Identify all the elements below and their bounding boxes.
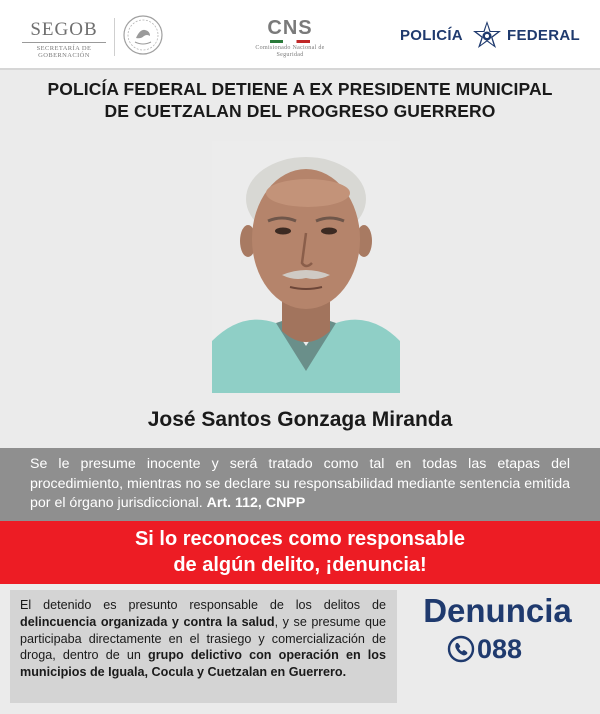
banner-line-2: de algún delito, ¡denuncia! bbox=[173, 554, 427, 576]
flag-bar bbox=[270, 40, 310, 43]
article-reference: Art. 112, CNPP bbox=[206, 495, 306, 511]
banner-line-1: Si lo reconoces como responsable bbox=[134, 528, 466, 550]
police-word-1: POLICÍA bbox=[400, 27, 463, 44]
segob-logo bbox=[18, 20, 110, 59]
header bbox=[0, 0, 600, 70]
detail-text-2: , y se presume que participaba directamente en el trasiego y comercialización de droga, dentro de un bbox=[20, 614, 386, 663]
police-word-2: FEDERAL bbox=[507, 27, 580, 44]
detail-bold-1: delincuencia organizada y contra la salud bbox=[20, 614, 275, 629]
headline-line-2: DE CUETZALAN DEL PROGRESO GUERRERO bbox=[104, 101, 496, 121]
detainee-name: José Santos Gonzaga Miranda bbox=[147, 408, 453, 431]
cns-subtitle: Comisionado Nacional de Seguridad bbox=[255, 45, 325, 58]
cns-logo-text: CNS bbox=[267, 17, 313, 39]
headline-line-1: POLICÍA FEDERAL DETIENE A EX PRESIDENTE MUNICIPAL bbox=[47, 79, 553, 99]
mexico-seal-icon bbox=[122, 14, 164, 56]
policia-federal-logo bbox=[400, 22, 580, 52]
divider bbox=[114, 18, 115, 56]
phone-number: 088 bbox=[477, 634, 523, 664]
badge-star-icon bbox=[470, 20, 504, 54]
headline bbox=[0, 78, 600, 122]
segob-subtitle: SECRETARÍA DE GOBERNACIÓN bbox=[36, 45, 92, 59]
segob-logo-text: SEGOB bbox=[30, 19, 98, 40]
detail-text-1: El detenido es presunto responsable de los delitos de bbox=[20, 598, 386, 612]
detainee-photo bbox=[212, 141, 400, 393]
detention-details bbox=[10, 590, 397, 703]
call-to-action-banner bbox=[0, 521, 600, 584]
phone-icon bbox=[447, 635, 475, 663]
cns-logo bbox=[252, 18, 328, 59]
detail-bold-2: grupo delictivo con operación en los municipios de Iguala, Cocula y Cuetzalan en Guerrero. bbox=[20, 648, 386, 680]
denuncia-block bbox=[405, 592, 590, 692]
presumption-notice bbox=[0, 448, 600, 521]
presumption-text: Se le presume inocente y será tratado como tal en todas las etapas del procedimiento, mientras no se declare su responsabilidad mediante sentencia emitida por el órgano jurisdiccional. bbox=[30, 456, 570, 511]
denuncia-label: Denuncia bbox=[423, 592, 572, 629]
